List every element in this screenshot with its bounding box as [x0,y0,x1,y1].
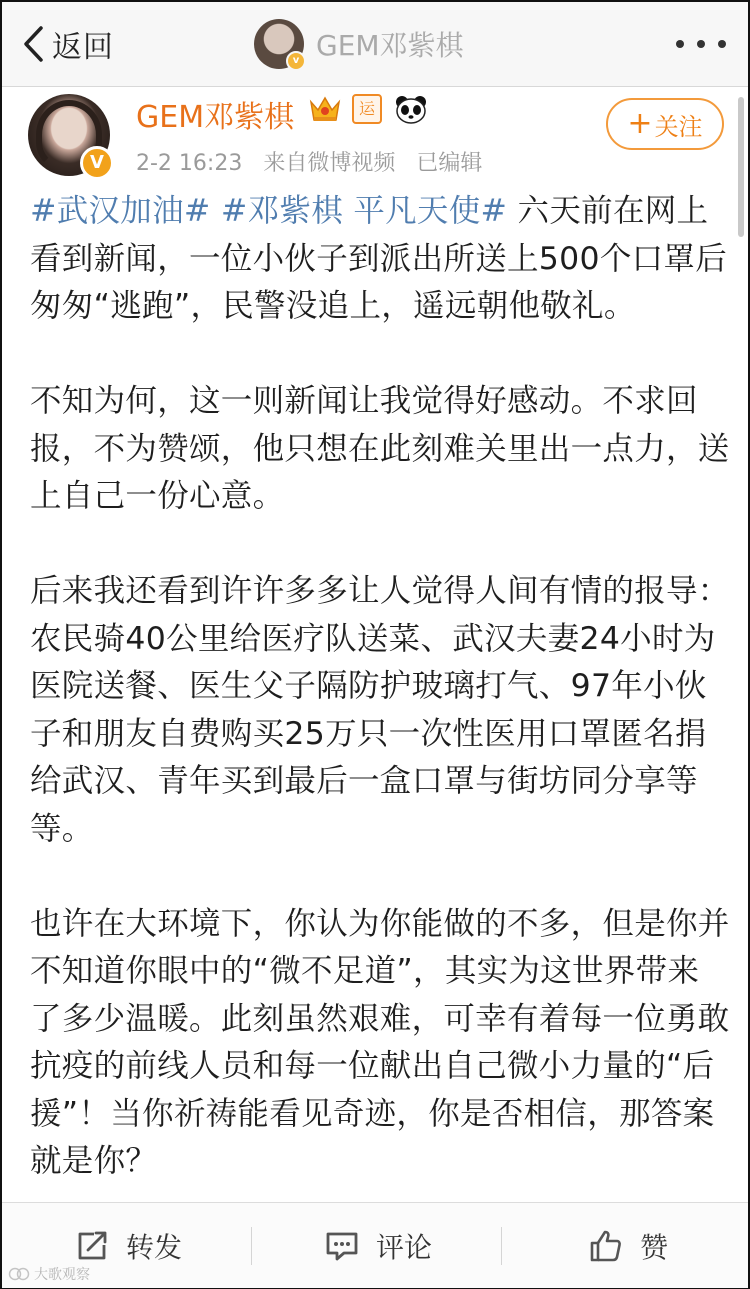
paragraph: 也许在大环境下，你认为你能做的不多，但是你并不知道你眼中的“微不足道”，其实为这世界带来了多少温暖。此刻虽然艰难，可幸有着每一位勇敢抗疫的前线人员和每一位献出自己微小力量的“后援”！当你祈祷能看见奇迹，你是否相信，那答案就是你？ [30,905,730,1179]
divider [501,1227,502,1265]
post-time: 2-2 16:23 [136,151,243,176]
follow-label: 关注 [654,112,703,141]
divider [251,1227,252,1265]
like-button[interactable] [588,1203,668,1288]
back-button[interactable] [22,22,114,66]
nav-avatar [254,19,304,69]
chevron-left-icon [22,25,44,63]
hashtag-link[interactable]: #邓紫棋 平凡天使# [220,193,508,229]
comment-button[interactable] [324,1203,432,1288]
paragraph: 后来我还看到许许多多让人觉得人间有情的报导：农民骑40公里给医疗队送菜、武汉夫妻24小时为医院送餐、医生父子隔防护玻璃打气、97年小伙子和朋友自费购买25万只一次性医用口罩匿名捐给武汉、青年买到最后一盒口罩与街坊同分享等等。 [30,573,730,847]
panda-icon[interactable] [394,94,428,124]
post-meta [136,146,496,177]
verified-icon: V [80,146,114,180]
more-icon[interactable] [676,32,726,56]
paragraph-text: 六天前在网上看到新闻，一位小伙子到派出所送上500个口罩后匆匆“逃跑”，民警没追上，遥远朝他敬礼。 [30,193,728,324]
thumbs-up-icon [588,1228,624,1264]
repost-label: 转发 [126,1230,183,1264]
username[interactable]: GEM邓紫棋 [136,100,295,135]
repost-button[interactable] [74,1203,182,1288]
user-badges [308,94,428,124]
crown-icon[interactable] [308,94,342,124]
comment-label: 评论 [376,1230,433,1264]
scrollbar[interactable] [738,97,744,237]
paragraph: 不知为何，这一则新闻让我觉得好感动。不求回报，不为赞颂，他只想在此刻难关里出一点力，送上自己一份心意。 [30,383,730,514]
nav-user[interactable] [254,16,464,72]
watermark [8,1264,90,1284]
plus-icon: + [627,106,653,141]
back-label: 返回 [52,30,114,65]
bottom-action-bar [2,1202,748,1288]
watermark-logo-icon [8,1266,30,1282]
follow-button[interactable] [606,98,724,150]
paragraph [30,188,730,331]
comment-icon [324,1228,360,1264]
share-icon [74,1228,110,1264]
top-nav-bar [2,2,748,87]
hashtag-link[interactable]: #武汉加油# [30,193,211,229]
like-label: 赞 [640,1230,669,1264]
nav-title: GEM邓紫棋 [316,29,464,62]
post-content [30,188,730,1233]
watermark-text: 大歌观察 [34,1267,90,1283]
verified-mini-icon: v [286,51,306,71]
post-source[interactable]: 来自微博视频 [263,151,396,176]
post-edited[interactable]: 已编辑 [416,151,483,176]
yun-badge-icon[interactable]: 运 [352,94,382,124]
